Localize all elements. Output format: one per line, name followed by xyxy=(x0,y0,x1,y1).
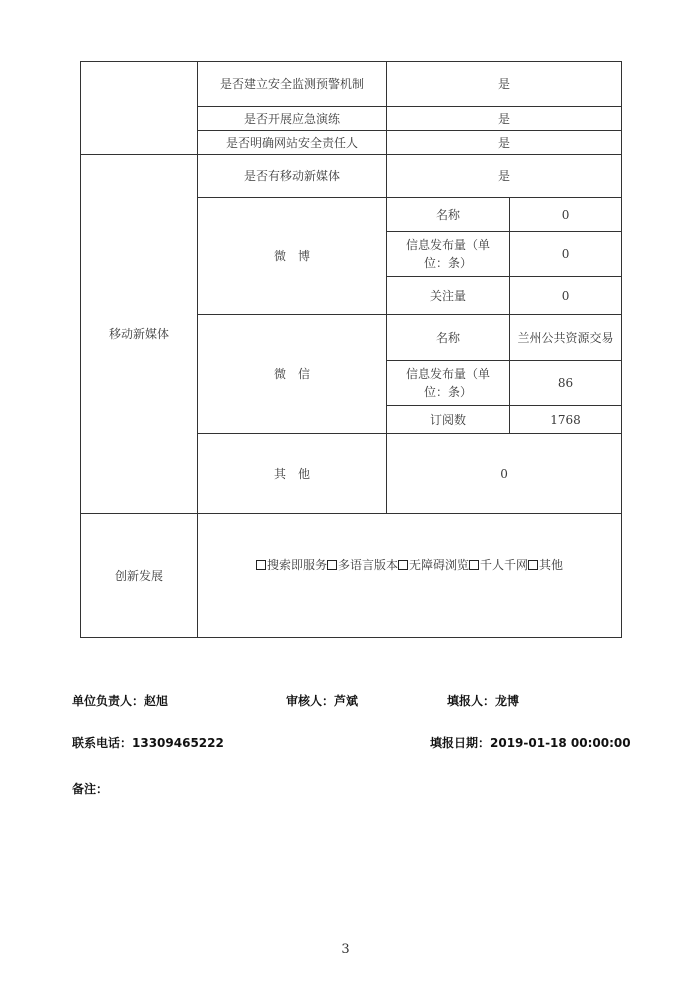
checkbox-icon[interactable] xyxy=(528,560,538,570)
q-monitor: 是否建立安全监测预警机制 xyxy=(198,62,387,107)
option-other[interactable]: 其他 xyxy=(528,558,563,572)
weibo-posts-label: 信息发布量（单位：条） xyxy=(387,232,510,277)
weixin-subscribers-value: 1768 xyxy=(510,406,622,434)
q-responsible: 是否明确网站安全责任人 xyxy=(198,131,387,155)
weibo-name-value: 0 xyxy=(510,198,622,232)
weixin-posts-value: 86 xyxy=(510,361,622,406)
q-has-mobile: 是否有移动新媒体 xyxy=(198,155,387,198)
weixin-name-value: 兰州公共资源交易 xyxy=(510,315,622,361)
weibo-label: 微 博 xyxy=(198,198,387,315)
weibo-followers-value: 0 xyxy=(510,277,622,315)
report-table xyxy=(80,61,622,638)
weibo-followers-label: 关注量 xyxy=(387,277,510,315)
weibo-name-label: 名称 xyxy=(387,198,510,232)
security-section-label xyxy=(81,62,198,155)
mobile-section-label: 移动新媒体 xyxy=(81,155,198,514)
q-drill: 是否开展应急演练 xyxy=(198,107,387,131)
option-multilingual[interactable]: 多语言版本 xyxy=(327,558,398,572)
weibo-posts-value: 0 xyxy=(510,232,622,277)
fill-date: 填报日期：2019-01-18 00:00:00 xyxy=(430,736,631,750)
weixin-label: 微 信 xyxy=(198,315,387,434)
option-personalized[interactable]: 千人千网 xyxy=(469,558,528,572)
innovation-options xyxy=(198,514,622,638)
other-label: 其 他 xyxy=(198,434,387,514)
checkbox-icon[interactable] xyxy=(256,560,266,570)
weixin-subscribers-label: 订阅数 xyxy=(387,406,510,434)
checkbox-icon[interactable] xyxy=(327,560,337,570)
option-accessibility[interactable]: 无障碍浏览 xyxy=(398,558,469,572)
other-value: 0 xyxy=(387,434,622,514)
weixin-posts-label: 信息发布量（单位：条） xyxy=(387,361,510,406)
unit-head: 单位负责人：赵旭 xyxy=(72,694,169,708)
checkbox-icon[interactable] xyxy=(398,560,408,570)
a-has-mobile: 是 xyxy=(387,155,622,198)
page-number: 3 xyxy=(341,942,350,957)
option-search-service[interactable]: 搜索即服务 xyxy=(256,558,327,572)
innovation-section-label: 创新发展 xyxy=(81,514,198,638)
a-monitor: 是 xyxy=(387,62,622,107)
weixin-name-label: 名称 xyxy=(387,315,510,361)
contact-phone: 联系电话：13309465222 xyxy=(72,736,224,750)
filler: 填报人：龙博 xyxy=(447,694,520,708)
checkbox-icon[interactable] xyxy=(469,560,479,570)
a-responsible: 是 xyxy=(387,131,622,155)
a-drill: 是 xyxy=(387,107,622,131)
remarks: 备注： xyxy=(72,782,109,796)
reviewer: 审核人：芦斌 xyxy=(286,694,359,708)
